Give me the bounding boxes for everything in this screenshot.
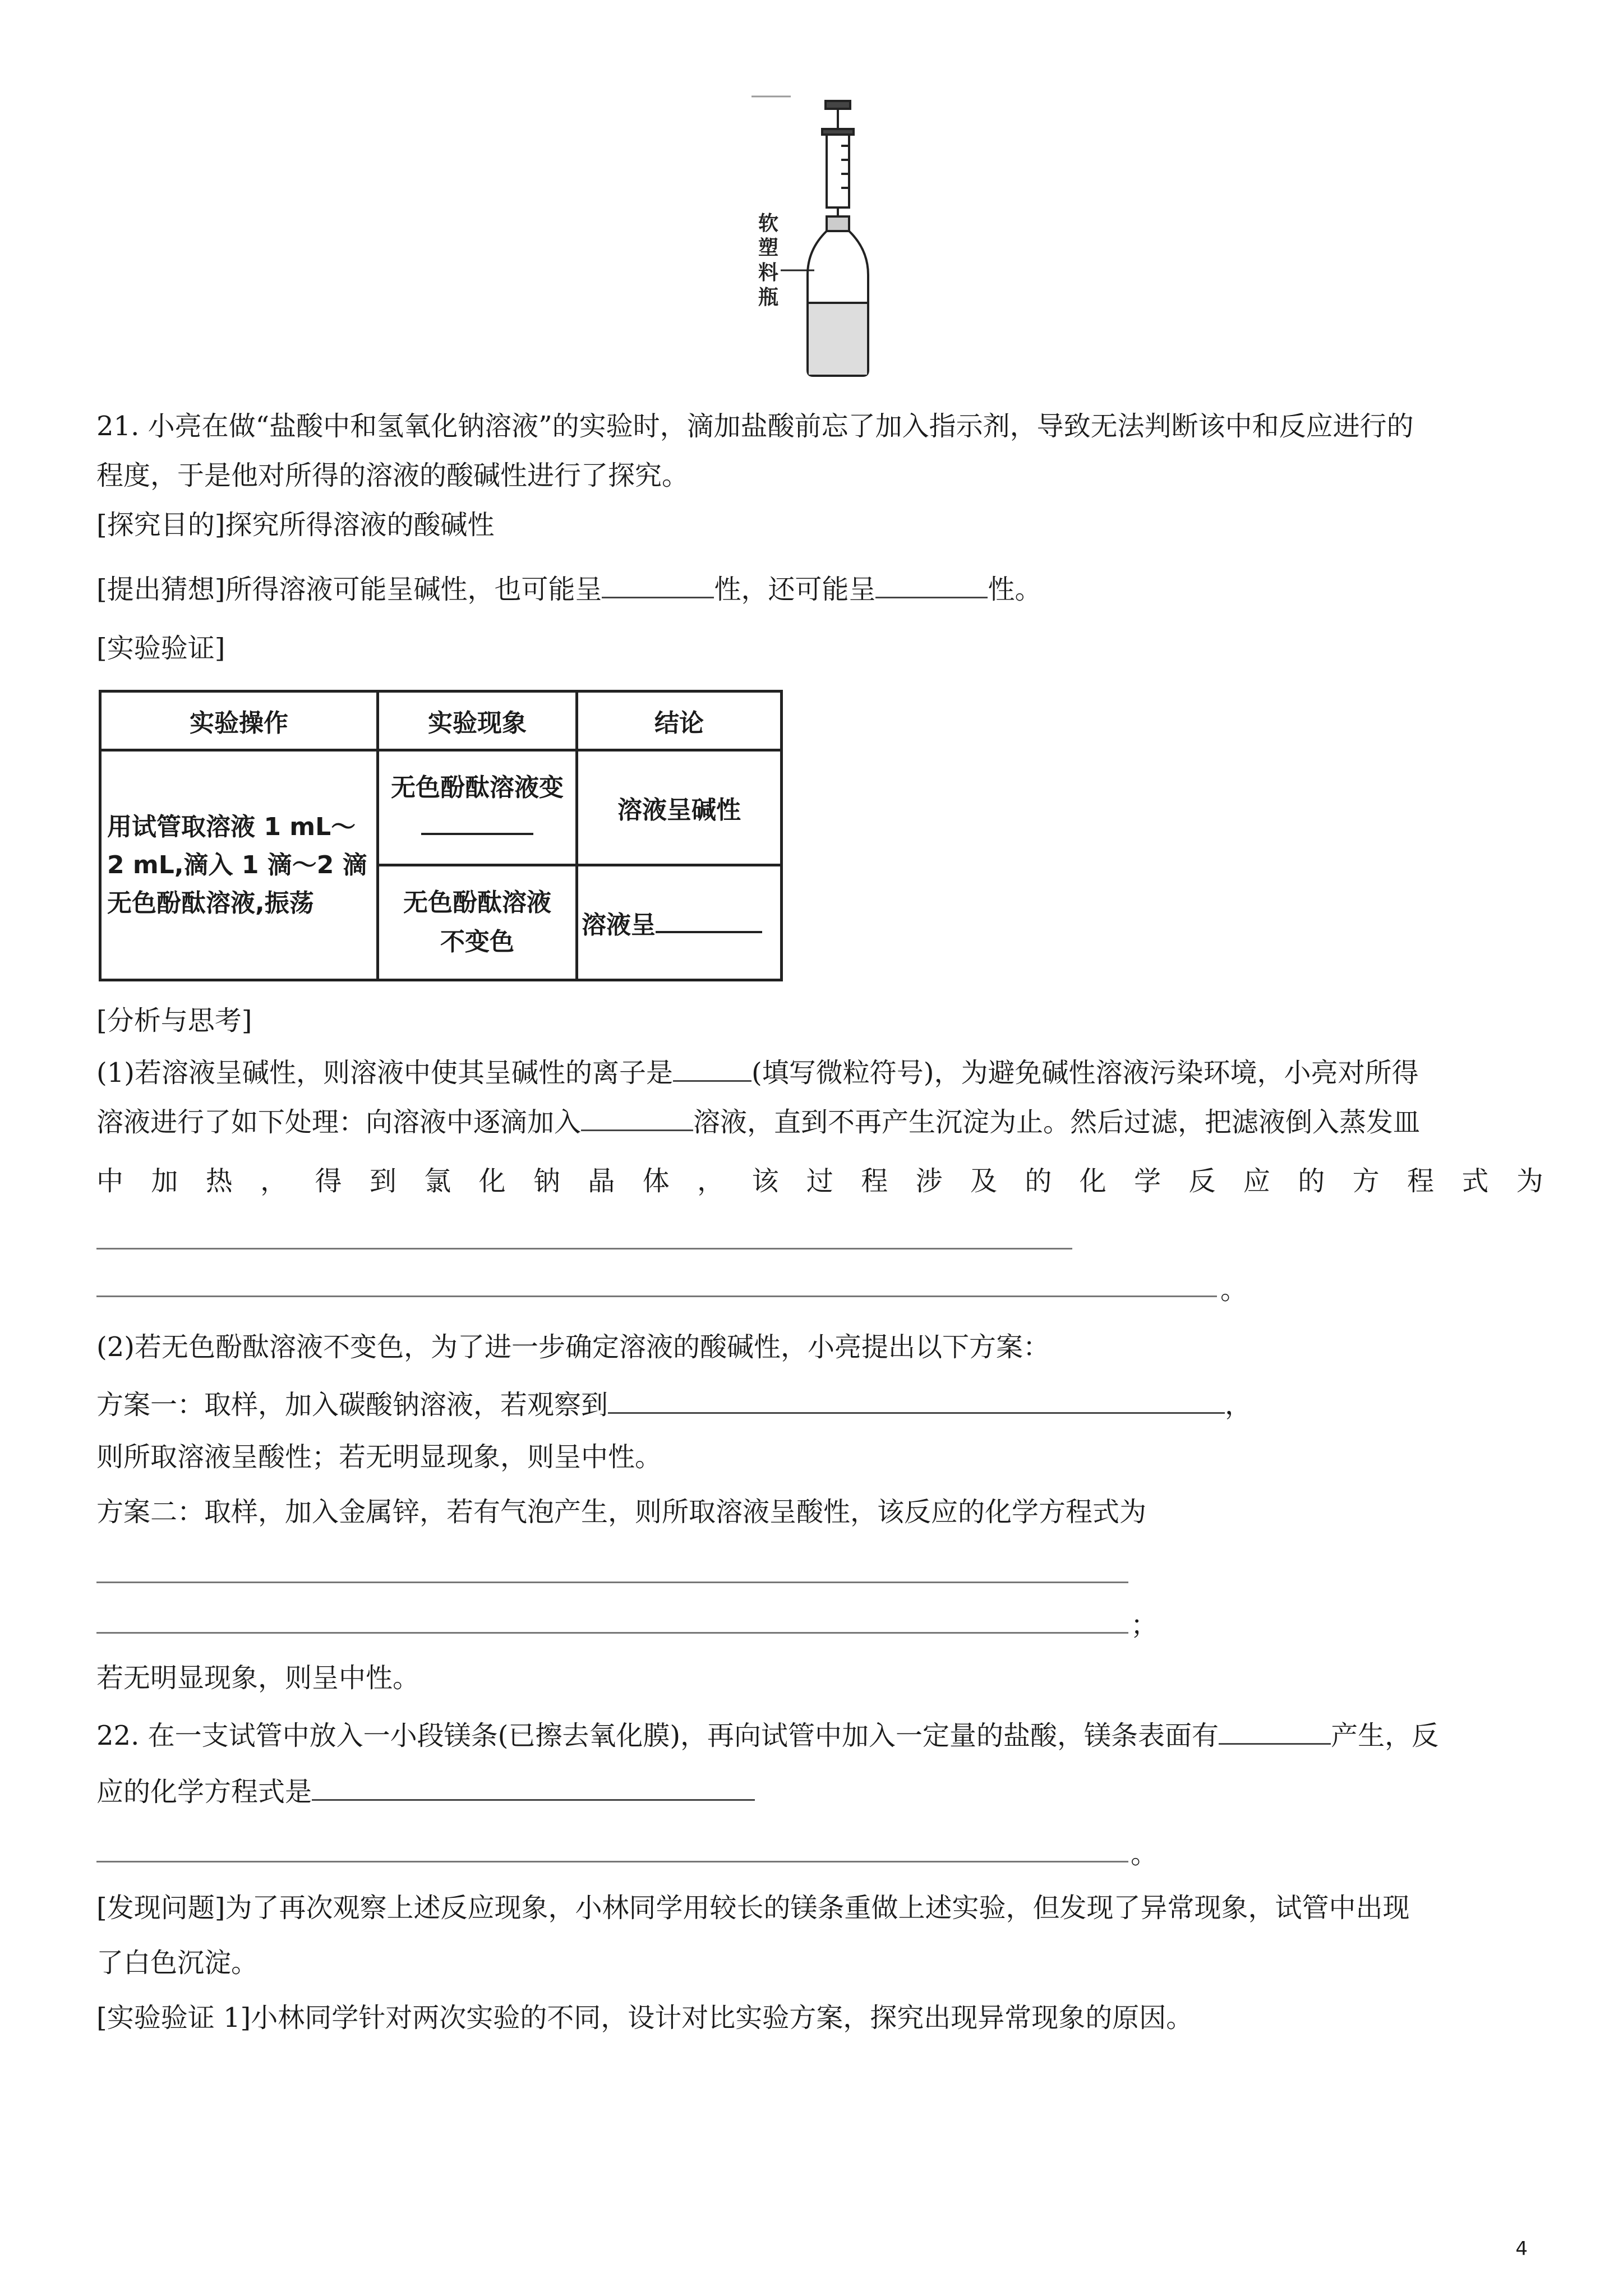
spread-char: 得 bbox=[315, 1165, 342, 1197]
spread-char: 过 bbox=[806, 1165, 833, 1197]
p1-text-d: 溶液，直到不再产生沉淀为止。然后过滤，把滤液倒入蒸发皿 bbox=[693, 1106, 1421, 1138]
plan2-end-mark: ； bbox=[1131, 1610, 1158, 1641]
ion-blank[interactable] bbox=[673, 1053, 751, 1082]
phenomenon1-blank[interactable] bbox=[421, 810, 533, 835]
spread-char: 氯 bbox=[424, 1165, 451, 1197]
operation-line-1: 用试管取溶液 1 mL～ bbox=[107, 812, 356, 841]
q21-purpose: [探究目的]探究所得溶液的酸碱性 bbox=[96, 509, 495, 541]
spread-char: 该 bbox=[751, 1165, 779, 1197]
phenomenon2-line-2: 不变色 bbox=[440, 928, 514, 956]
header-operation: 实验操作 bbox=[100, 691, 378, 750]
q21-plan1-conclusion: 则所取溶液呈酸性；若无明显现象，则呈中性。 bbox=[96, 1441, 662, 1473]
q21-p1-line2 bbox=[96, 1103, 1420, 1139]
phenomenon1-text: 无色酚酞溶液变 bbox=[391, 773, 564, 802]
q21-p1-line1 bbox=[96, 1053, 1418, 1090]
guess-text-c: 性。 bbox=[988, 574, 1042, 605]
spread-char: 反 bbox=[1188, 1165, 1216, 1197]
experiment-table bbox=[99, 690, 783, 981]
page-number: 4 bbox=[1515, 2238, 1528, 2260]
p1-text-b: (填写微粒符号)，为避免碱性溶液污染环境，小亮对所得 bbox=[751, 1057, 1419, 1089]
q21-guess bbox=[96, 570, 1042, 606]
spread-char: 涉 bbox=[915, 1165, 943, 1197]
guess-blank-1[interactable] bbox=[602, 570, 714, 598]
label-char-1: 软 bbox=[758, 212, 779, 235]
plan1-text-a: 方案一：取样，加入碳酸钠溶液，若观察到 bbox=[96, 1389, 608, 1421]
operation-cell bbox=[100, 750, 378, 980]
phenomenon-cell-1 bbox=[378, 750, 577, 865]
spread-char: 体 bbox=[642, 1165, 670, 1197]
syringe-icon bbox=[751, 96, 854, 224]
syringe-bottle-figure bbox=[751, 90, 897, 381]
q22-line1 bbox=[96, 1716, 1438, 1753]
conclusion2-blank[interactable] bbox=[656, 909, 762, 933]
spread-char: 化 bbox=[478, 1165, 506, 1197]
equation-blank-2[interactable] bbox=[96, 1295, 1217, 1297]
p1-text-a: (1)若溶液呈碱性，则溶液中使其呈碱性的离子是 bbox=[96, 1057, 673, 1089]
label-char-4: 瓶 bbox=[758, 286, 779, 309]
spread-char: 及 bbox=[970, 1165, 998, 1197]
spread-char: 晶 bbox=[588, 1165, 615, 1197]
q21-analysis-heading: [分析与思考] bbox=[96, 1005, 252, 1036]
q21-p2: (2)若无色酚酞溶液不变色，为了进一步确定溶液的酸碱性，小亮提出以下方案： bbox=[96, 1331, 1050, 1363]
q21-intro-line2: 程度，于是他对所得的溶液的酸碱性进行了探究。 bbox=[96, 460, 689, 491]
q22-text-b: 产生，反 bbox=[1331, 1720, 1439, 1751]
spread-char: 程 bbox=[1407, 1165, 1435, 1197]
spread-char: 程 bbox=[861, 1165, 888, 1197]
bottle-icon bbox=[781, 216, 868, 376]
guess-text-b: 性，还可能呈 bbox=[714, 574, 876, 605]
spread-char: 方 bbox=[1352, 1165, 1380, 1197]
conclusion-cell-2 bbox=[577, 865, 782, 980]
spread-char: ， bbox=[260, 1165, 288, 1197]
q22-text-a: 22. 在一支试管中放入一小段镁条(已擦去氧化膜)，再向试管中加入一定量的盐酸，镁条表面有 bbox=[96, 1720, 1219, 1751]
plan1-text-b: ， bbox=[1225, 1389, 1252, 1421]
q22-end-mark: 。 bbox=[1131, 1838, 1158, 1870]
q22-line2 bbox=[96, 1772, 755, 1809]
spread-char: 应 bbox=[1243, 1165, 1270, 1197]
table-row bbox=[100, 750, 782, 865]
equation-blank-3[interactable] bbox=[96, 1582, 1128, 1583]
q22-bubble-blank[interactable] bbox=[1219, 1716, 1331, 1745]
q21-intro-line1: 21. 小亮在做“盐酸中和氢氧化钠溶液”的实验时，滴加盐酸前忘了加入指示剂，导致无法判断该中和反应进行的 bbox=[96, 411, 1414, 442]
spread-char: 到 bbox=[369, 1165, 396, 1197]
conclusion-cell-1: 溶液呈碱性 bbox=[577, 750, 782, 865]
phenomenon2-line-1: 无色酚酞溶液 bbox=[403, 888, 551, 917]
q21-p1-spread-line bbox=[96, 1164, 1543, 1198]
spread-char: 化 bbox=[1079, 1165, 1106, 1197]
spread-char: 热 bbox=[205, 1165, 233, 1197]
spread-char: 钠 bbox=[533, 1165, 561, 1197]
conclusion2-text: 溶液呈 bbox=[582, 911, 656, 939]
spread-char: 学 bbox=[1134, 1165, 1161, 1197]
plan1-blank[interactable] bbox=[608, 1385, 1225, 1414]
q21-plan2-conclusion: 若无明显现象，则呈中性。 bbox=[96, 1662, 420, 1694]
spread-char: 的 bbox=[1298, 1165, 1325, 1197]
q22-equation-blank-2[interactable] bbox=[96, 1861, 1128, 1862]
p1-end-mark: 。 bbox=[1220, 1274, 1248, 1306]
guess-text-a: [提出猜想]所得溶液可能呈碱性，也可能呈 bbox=[96, 574, 602, 605]
header-conclusion: 结论 bbox=[577, 691, 782, 750]
equation-blank-4[interactable] bbox=[96, 1632, 1128, 1634]
spread-char: 中 bbox=[96, 1165, 124, 1197]
table-header-row bbox=[100, 691, 782, 750]
p1-text-c: 溶液进行了如下处理：向溶液中逐滴加入 bbox=[96, 1106, 582, 1138]
spread-char: 加 bbox=[151, 1165, 178, 1197]
q22-verify1: [实验验证 1]小林同学针对两次实验的不同，设计对比实验方案，探究出现异常现象的原因。 bbox=[96, 2002, 1193, 2034]
q22-discover-line2: 了白色沉淀。 bbox=[96, 1947, 259, 1979]
q22-equation-label: 应的化学方程式是 bbox=[96, 1776, 312, 1808]
label-char-2: 塑 bbox=[758, 237, 779, 260]
q21-plan1 bbox=[96, 1385, 1252, 1422]
spread-char: 式 bbox=[1461, 1165, 1489, 1197]
operation-line-3: 无色酚酞溶液,振荡 bbox=[107, 888, 314, 918]
spread-char: 为 bbox=[1516, 1165, 1543, 1197]
q22-discover-line1: [发现问题]为了再次观察上述反应现象，小林同学用较长的镁条重做上述实验，但发现了异常现象，试管中出现 bbox=[96, 1892, 1410, 1924]
spread-char: 的 bbox=[1025, 1165, 1052, 1197]
phenomenon-cell-2 bbox=[378, 865, 577, 980]
reagent-blank[interactable] bbox=[581, 1103, 693, 1131]
q21-verify-heading: [实验验证] bbox=[96, 633, 225, 664]
guess-blank-2[interactable] bbox=[875, 570, 988, 598]
spread-char: ， bbox=[697, 1165, 725, 1197]
equation-blank-1[interactable] bbox=[96, 1248, 1072, 1250]
operation-line-2: 2 mL,滴入 1 滴～2 滴 bbox=[107, 850, 367, 879]
header-phenomenon: 实验现象 bbox=[378, 691, 577, 750]
q21-plan2: 方案二：取样，加入金属锌，若有气泡产生，则所取溶液呈酸性，该反应的化学方程式为 bbox=[96, 1496, 1147, 1528]
q22-equation-blank-1[interactable] bbox=[312, 1772, 755, 1801]
label-char-3: 料 bbox=[758, 261, 779, 284]
bottle-label bbox=[758, 212, 786, 309]
